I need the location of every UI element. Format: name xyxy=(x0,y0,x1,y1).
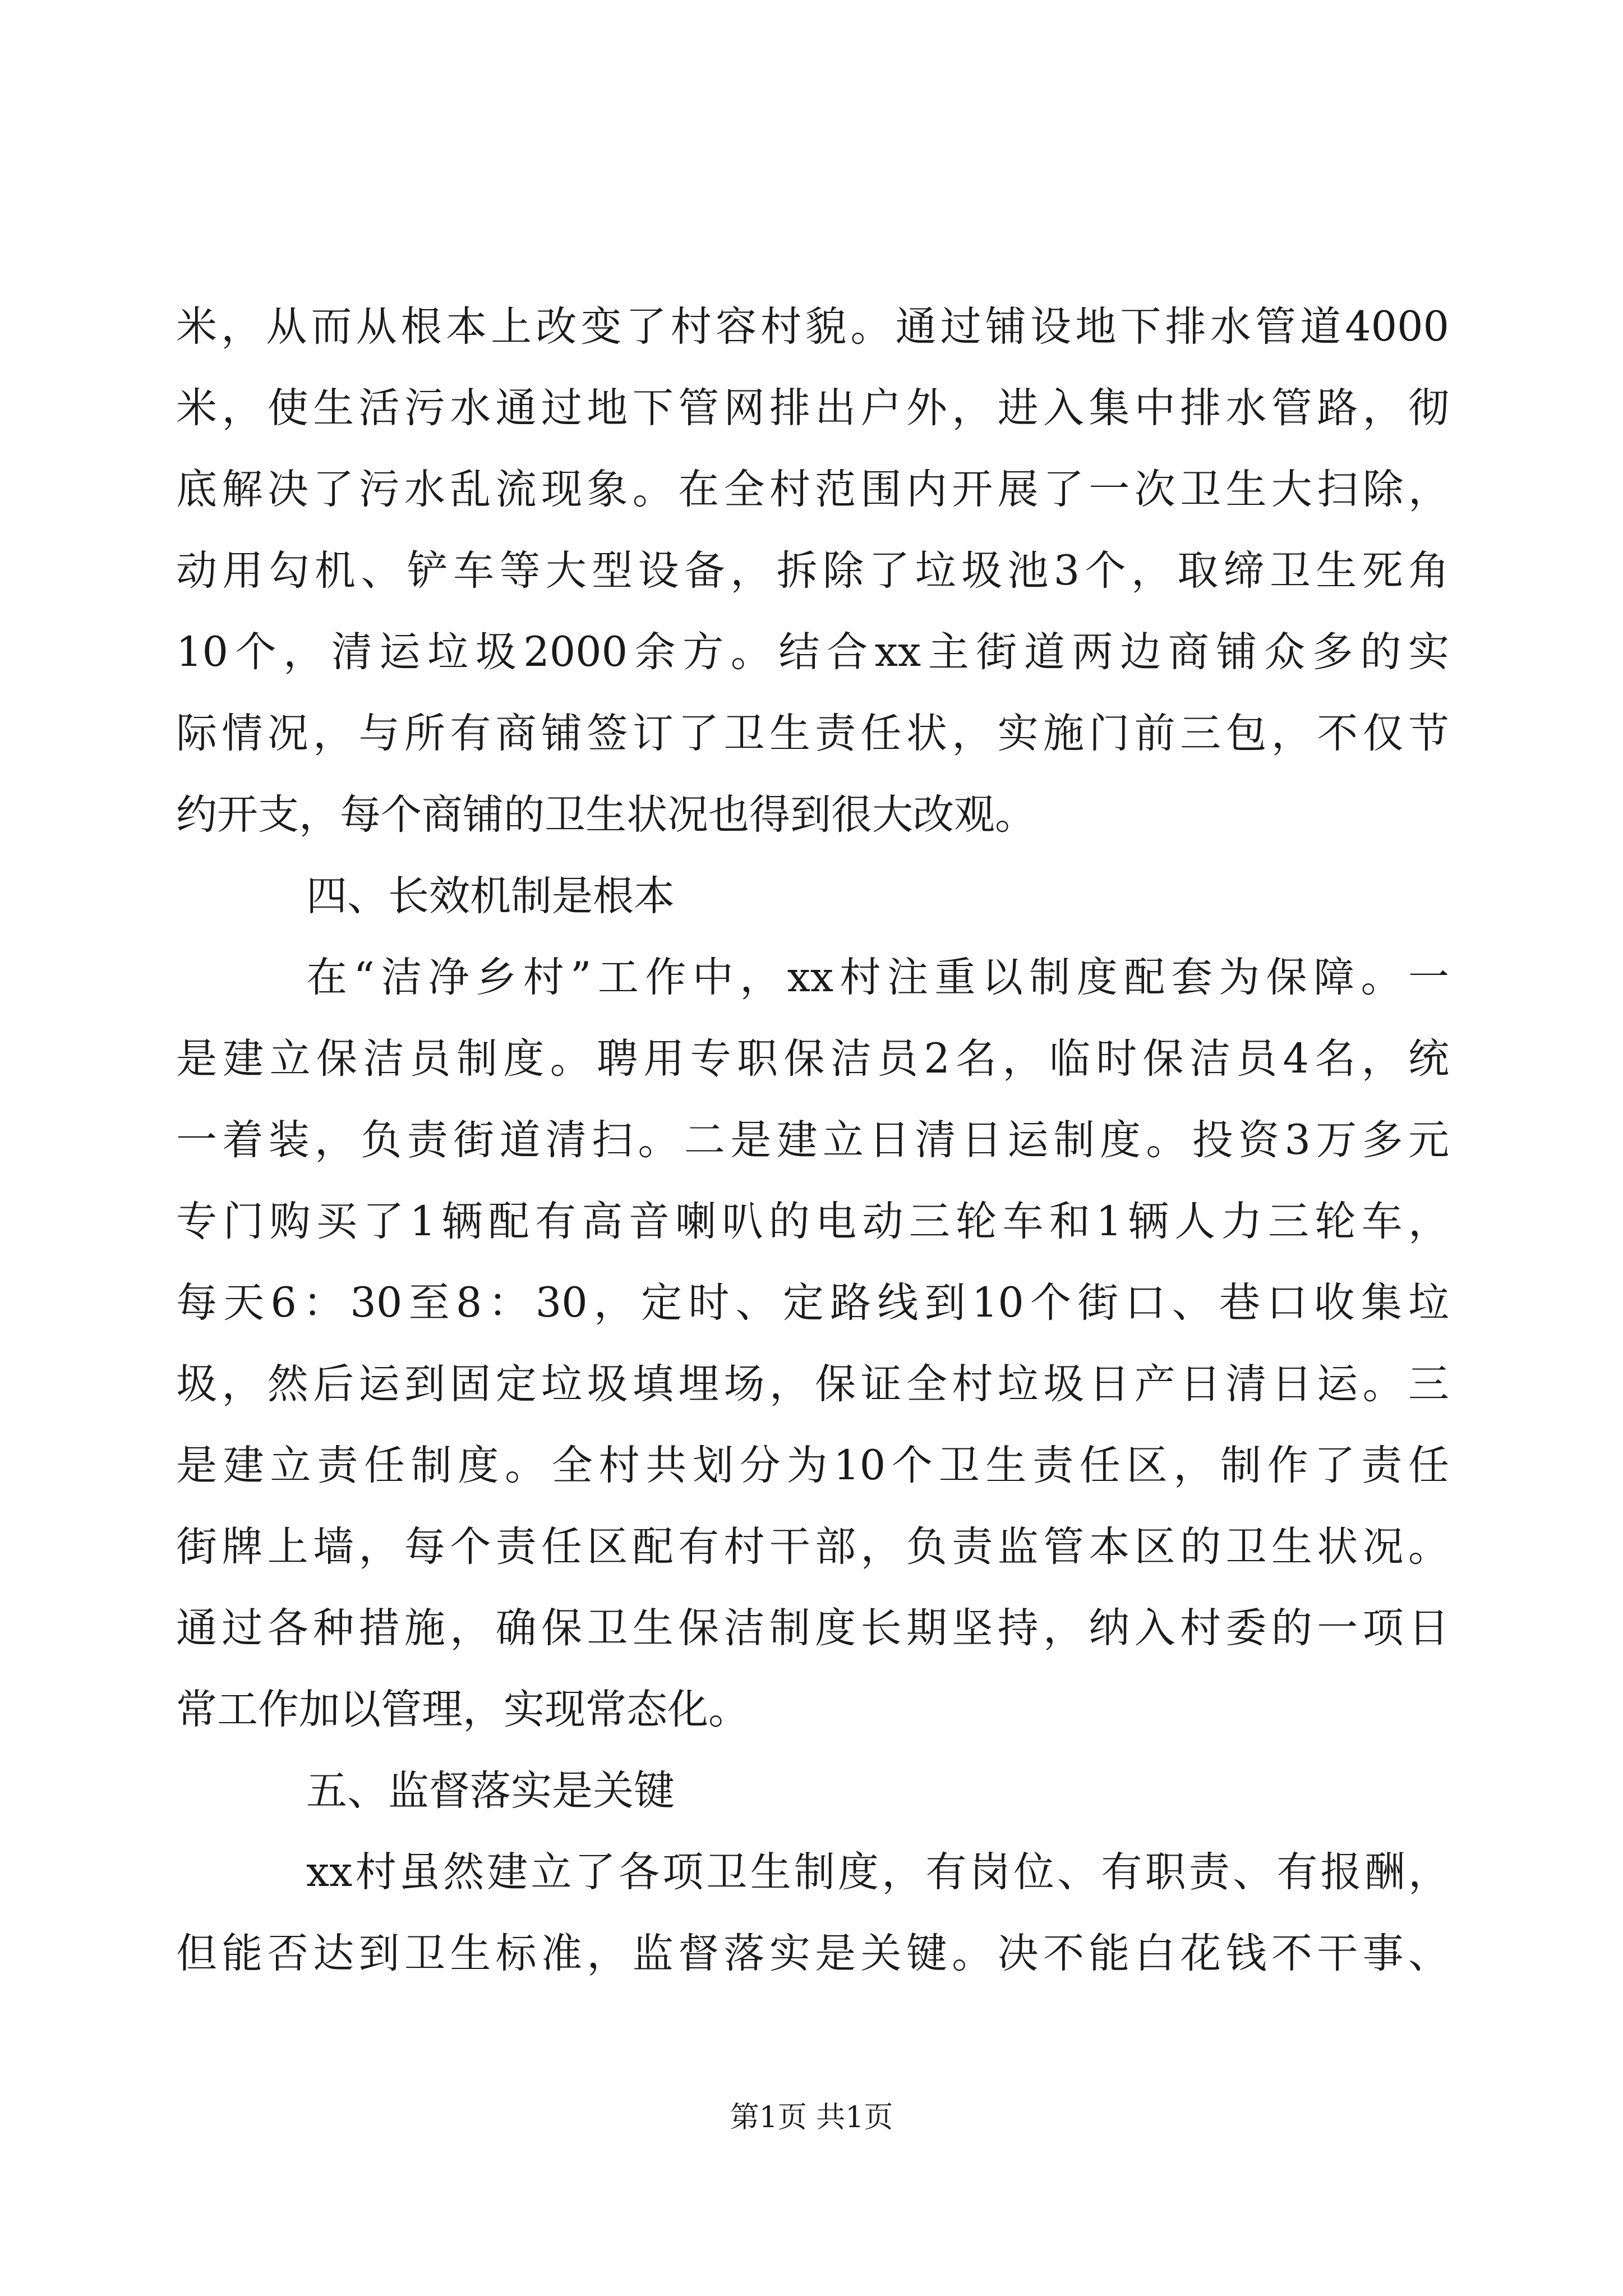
section-heading: 五、监督落实是关键 xyxy=(306,1767,675,1815)
body-line: 一着装，负责街道清扫。二是建立日清日运制度。投资3万多元 xyxy=(176,1116,1449,1164)
body-line: 但能否达到卫生标准，监督落实是关键。决不能白花钱不干事、 xyxy=(176,1930,1449,1977)
body-line: 每天6：30至8：30，定时、定路线到10个街口、巷口收集垃 xyxy=(176,1279,1449,1327)
body-line: 米，从而从根本上改变了村容村貌。通过铺设地下排水管道4000 xyxy=(176,303,1449,351)
page-footer xyxy=(0,2098,1623,2137)
body-line: 常工作加以管理，实现常态化。 xyxy=(176,1686,749,1733)
body-line: 在“洁净乡村”工作中，xx村注重以制度配套为保障。一 xyxy=(306,954,1449,1001)
body-line: 10个，清运垃圾2000余方。结合xx主街道两边商铺众多的实 xyxy=(176,628,1449,676)
body-line: 际情况，与所有商铺签订了卫生责任状，实施门前三包，不仅节 xyxy=(176,710,1449,757)
body-line: 动用勾机、铲车等大型设备，拆除了垃圾池3个，取缔卫生死角 xyxy=(176,547,1449,595)
document-body xyxy=(176,286,1449,1994)
body-line: 米，使生活污水通过地下管网排出户外，进入集中排水管路，彻 xyxy=(176,384,1449,432)
body-line: 通过各种措施，确保卫生保洁制度长期坚持，纳入村委的一项日 xyxy=(176,1604,1449,1652)
body-line: 是建立保洁员制度。聘用专职保洁员2名，临时保洁员4名，统 xyxy=(176,1035,1449,1083)
body-line: 专门购买了1辆配有高音喇叭的电动三轮车和1辆人力三轮车， xyxy=(176,1198,1449,1245)
page-number: 第1页 共1页 xyxy=(730,2101,893,2134)
body-line: 底解决了污水乱流现象。在全村范围内开展了一次卫生大扫除， xyxy=(176,466,1449,513)
body-line: xx村虽然建立了各项卫生制度，有岗位、有职责、有报酬， xyxy=(306,1848,1449,1896)
body-line: 街牌上墙，每个责任区配有村干部，负责监管本区的卫生状况。 xyxy=(176,1523,1449,1571)
section-heading: 四、长效机制是根本 xyxy=(306,872,675,920)
body-line: 圾，然后运到固定垃圾填埋场，保证全村垃圾日产日清日运。三 xyxy=(176,1360,1449,1408)
body-line: 约开支，每个商铺的卫生状况也得到很大改观。 xyxy=(176,791,1036,839)
body-line: 是建立责任制度。全村共划分为10个卫生责任区，制作了责任 xyxy=(176,1442,1449,1489)
